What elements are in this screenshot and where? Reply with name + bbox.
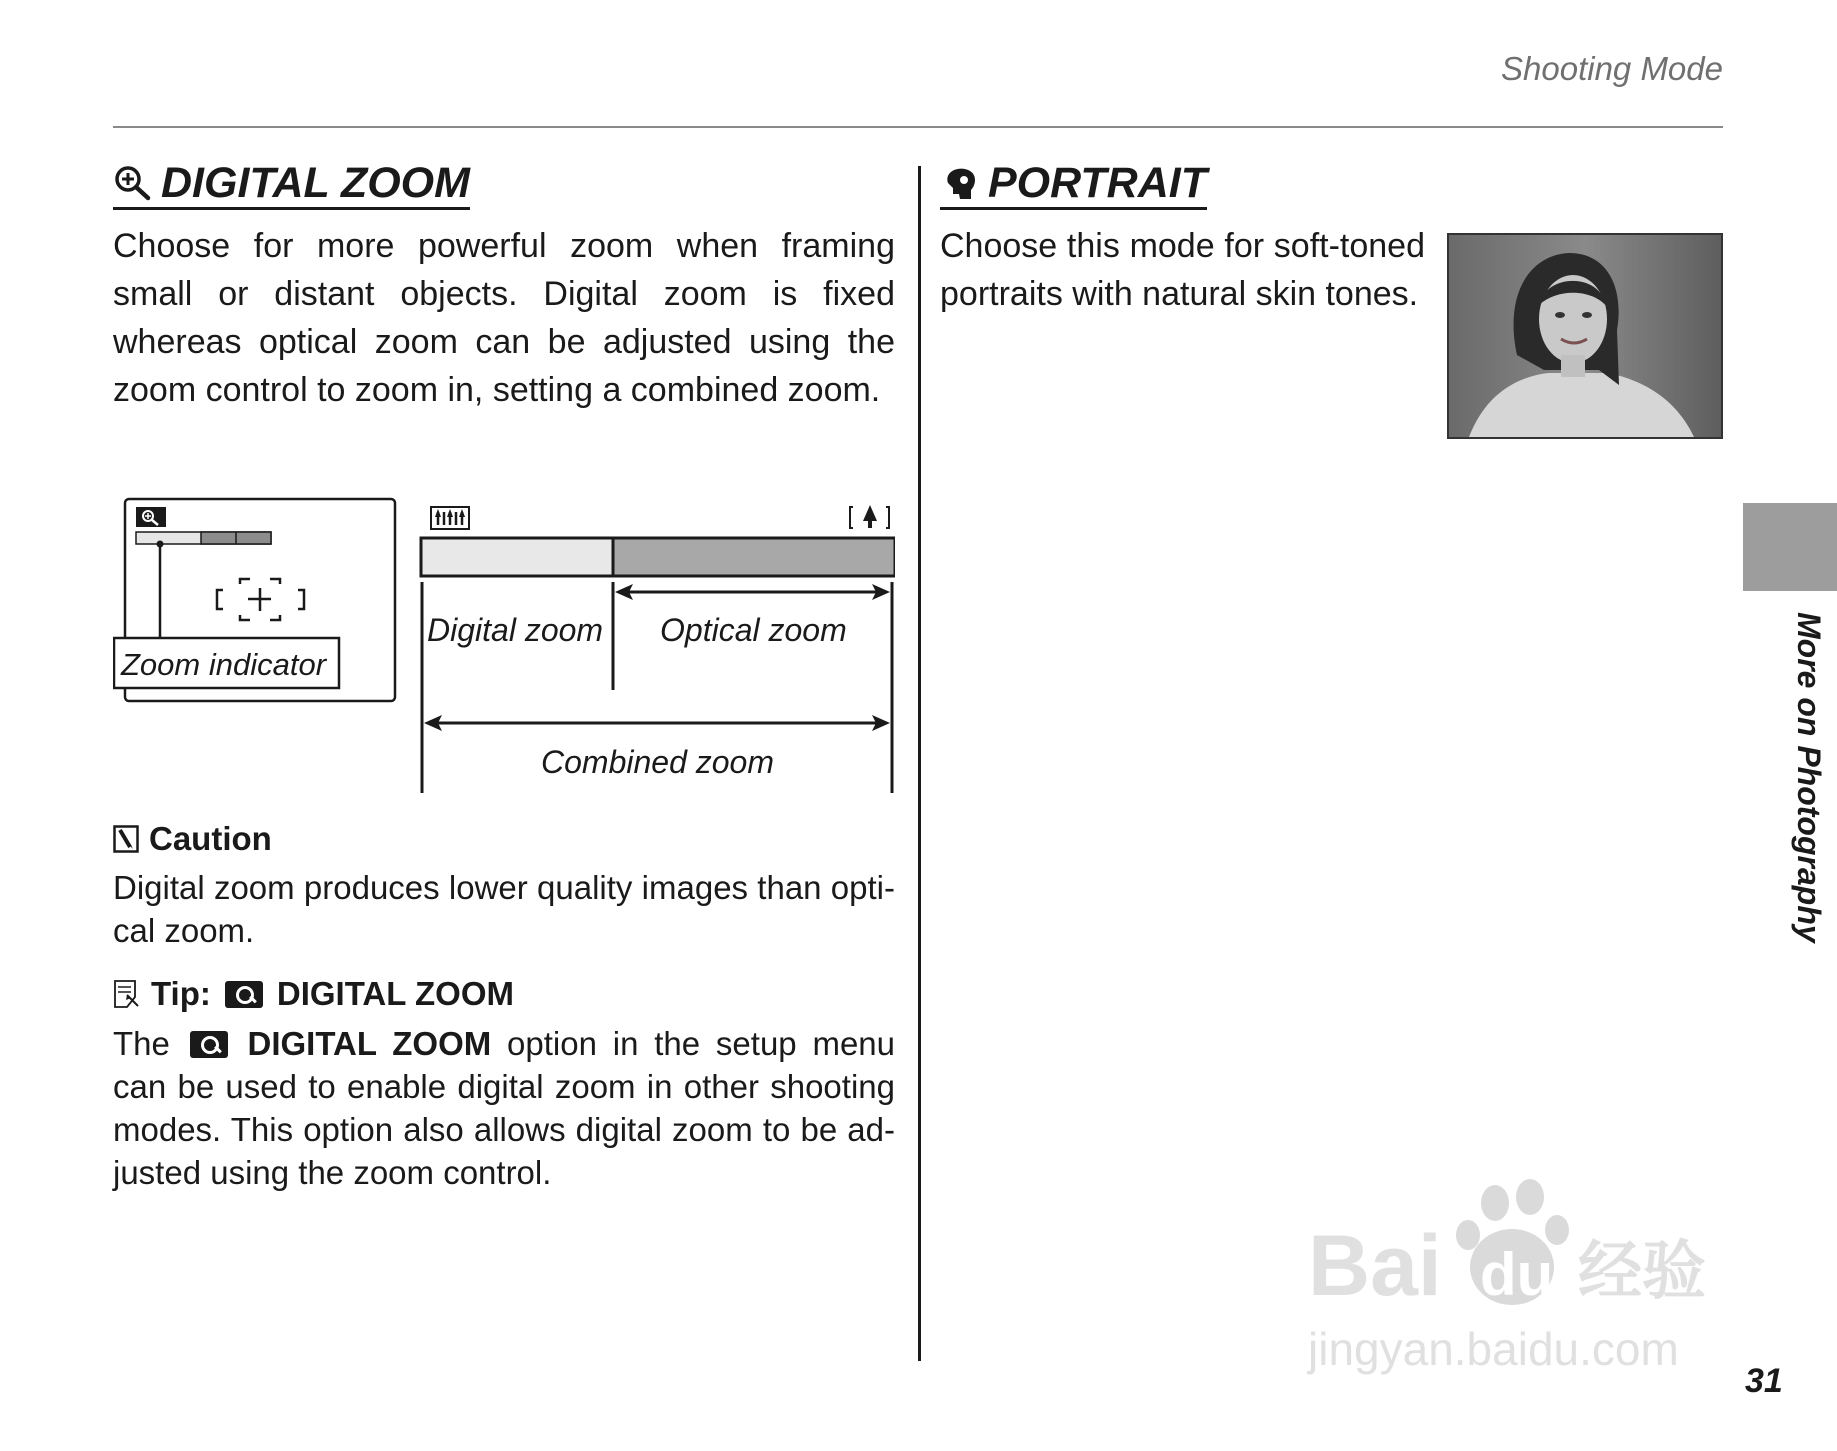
digital-zoom-label: Digital zoom [427,612,604,648]
baidu-jingyan-watermark [1300,1175,1730,1385]
portrait-section [940,160,1723,318]
tip-label: Tip: [151,975,211,1012]
tip-text [113,1022,895,1194]
tele-tree-icon [850,505,889,528]
tip-heading [113,975,514,1013]
portrait-title: PORTRAIT [988,159,1207,207]
caution-text: Digital zoom produces lower quality images than opti-cal zoom. [113,869,895,949]
tip-note-icon [113,979,141,1009]
digital-zoom-segment [421,538,613,576]
portrait-heading [940,160,1207,210]
page-number: 31 [1745,1362,1783,1400]
zoom-mode-icon [136,507,166,527]
column-divider [918,166,921,1361]
tip-text-rest: option in the setup menu can be used to enable digital zoom in other shooting modes. This option also allows digital zoom to be ad-justed using the zoom control. [113,1025,896,1191]
caution-pencil-icon [113,825,139,853]
portrait-body: Choose this mode for soft-toned portraits with natural skin tones. [940,227,1425,314]
digital-zoom-heading [113,160,470,210]
svg-text:Bai: Bai [1308,1218,1442,1314]
chapter-label: More on Photography [1791,612,1827,943]
caution-title: Caution [149,820,272,857]
tip-option-name: DIGITAL ZOOM [247,1025,492,1062]
tip-text-prefix: The [113,1025,170,1062]
portrait-head-icon [940,163,980,203]
zoom-indicator-label: Zoom indicator [121,647,327,682]
portrait-sample-photo [1447,233,1723,439]
digital-zoom-option-icon [190,1031,228,1058]
digital-zoom-body: Choose for more powerful zoom when framing small or distant objects. Digital zoom is fixed whereas optical zoom can be adjusted using the zoom control to zoom in, setting a combined zoom. [113,227,895,410]
combined-zoom-label: Combined zoom [541,744,774,780]
digital-zoom-title: DIGITAL ZOOM [161,159,470,207]
digital-zoom-menu-icon [225,981,263,1008]
zoom-diagram [113,495,895,795]
optical-zoom-segment [613,538,895,576]
svg-text:jingyan.baidu.com: jingyan.baidu.com [1308,1323,1679,1375]
zoom-in-magnifier-icon [113,164,153,202]
header-rule [113,126,1723,128]
running-head: Shooting Mode [1501,50,1723,87]
chapter-tab [1743,503,1837,591]
caution-heading [113,820,272,858]
optical-zoom-label: Optical zoom [660,612,847,648]
digital-zoom-section [113,159,896,1191]
wide-trees-icon [431,507,469,529]
svg-text:经验: 经验 [1578,1235,1706,1309]
tip-title: DIGITAL ZOOM [276,975,514,1012]
svg-text:du: du [1480,1241,1554,1308]
